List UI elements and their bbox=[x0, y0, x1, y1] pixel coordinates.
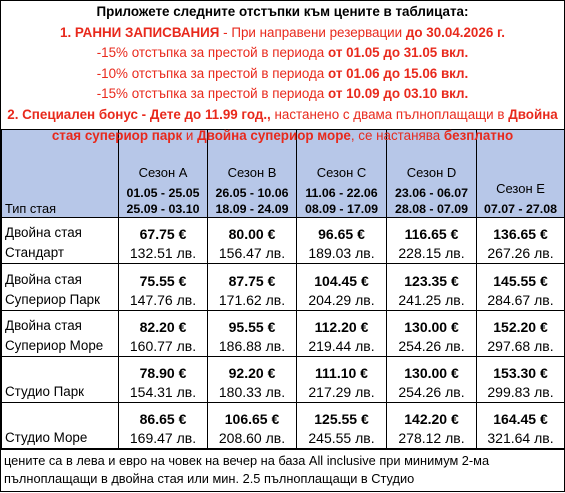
price-bgn: 241.25 лв. bbox=[398, 292, 465, 308]
price-eur: 75.55 € bbox=[139, 273, 187, 289]
season-range: 11.06 - 22.06 bbox=[305, 186, 378, 200]
season-name: Сезон C bbox=[316, 165, 367, 180]
season-range: 01.05 - 25.05 bbox=[126, 186, 200, 200]
room-type-line: Двойна стая bbox=[5, 318, 82, 333]
room-type-line: Двойна стая bbox=[5, 272, 82, 287]
season-name: Сезон D bbox=[406, 165, 457, 180]
room-type-cell bbox=[2, 311, 119, 357]
discount-line-1 bbox=[1, 43, 564, 64]
season-name: Сезон B bbox=[227, 165, 277, 180]
discount-period: от 01.05 до 31.05 вкл. bbox=[327, 45, 469, 61]
price-eur: 80.00 € bbox=[228, 226, 276, 242]
price-bgn: 267.26 лв. bbox=[487, 245, 554, 261]
price-bgn: 321.64 лв. bbox=[487, 430, 554, 446]
price-cell bbox=[208, 403, 297, 449]
room-type-cell bbox=[2, 218, 119, 264]
price-cell bbox=[208, 311, 297, 357]
price-eur: 87.75 € bbox=[228, 273, 276, 289]
season-range: 08.09 - 17.09 bbox=[304, 202, 379, 216]
table-row bbox=[2, 403, 565, 449]
price-cell bbox=[208, 218, 297, 264]
bonus-free: безплатно bbox=[443, 127, 514, 143]
price-eur: 123.35 € bbox=[404, 273, 459, 289]
price-eur: 125.55 € bbox=[314, 411, 369, 427]
price-eur: 152.20 € bbox=[493, 319, 548, 335]
price-bgn: 254.26 лв. bbox=[398, 384, 465, 400]
price-eur: 142.20 € bbox=[404, 411, 459, 427]
season-name: Сезон A bbox=[138, 165, 188, 180]
special-bonus bbox=[1, 105, 564, 146]
table-row bbox=[2, 264, 565, 311]
season-range: 23.06 - 06.07 bbox=[394, 186, 469, 200]
early-booking-deadline: до 30.04.2026 г. bbox=[405, 24, 505, 40]
bonus-text-2: , се настанява bbox=[350, 127, 444, 143]
price-cell bbox=[297, 403, 387, 449]
notice-heading: Приложете следните отстъпки към цените в таблицата: bbox=[96, 4, 469, 19]
discount-text: отстъпка за престой в периода bbox=[127, 45, 328, 61]
price-cell bbox=[387, 403, 477, 449]
price-eur: 86.65 € bbox=[139, 411, 187, 427]
price-bgn: 217.29 лв. bbox=[308, 384, 375, 400]
price-eur: 67.75 € bbox=[139, 226, 187, 242]
price-cell bbox=[477, 264, 565, 311]
price-eur: 92.20 € bbox=[228, 365, 276, 381]
price-eur: 136.65 € bbox=[493, 226, 548, 242]
price-eur: 111.10 € bbox=[315, 365, 368, 381]
price-cell bbox=[477, 218, 565, 264]
price-cell bbox=[297, 264, 387, 311]
discount-percent: -15% bbox=[96, 45, 128, 61]
room-type-line: Супериор Парк bbox=[5, 292, 100, 307]
bonus-room-1: Двойна стая супериор парк bbox=[51, 106, 558, 143]
price-cell bbox=[387, 218, 477, 264]
price-eur: 145.55 € bbox=[493, 273, 548, 289]
price-bgn: 186.88 лв. bbox=[218, 338, 286, 354]
discount-text: отстъпка за престой в периода bbox=[127, 86, 328, 102]
table-row bbox=[2, 218, 565, 264]
price-cell bbox=[119, 218, 208, 264]
bonus-and: и bbox=[182, 127, 198, 143]
price-eur: 82.20 € bbox=[139, 319, 187, 335]
price-bgn: 169.47 лв. bbox=[129, 430, 197, 446]
bonus-child: Дете до 11.99 год., bbox=[149, 106, 271, 122]
discount-period: от 10.09 до 03.10 вкл. bbox=[327, 86, 469, 102]
price-cell bbox=[477, 403, 565, 449]
price-bgn: 208.60 лв. bbox=[218, 430, 286, 446]
price-bgn: 160.77 лв. bbox=[129, 338, 197, 354]
bonus-text-1: настанено с двама пълноплащащи в bbox=[270, 106, 509, 122]
price-cell bbox=[297, 218, 387, 264]
season-range: 26.05 - 10.06 bbox=[215, 186, 289, 200]
room-type-line: Студио Море bbox=[5, 430, 88, 445]
price-footnote: цените са в лева и евро на човек на вечер на база All inclusive при минимум 2-ма пълноплащащи в двойна стая или мин. 2.5 пълноплащащи в Студио bbox=[1, 449, 564, 493]
discount-notice bbox=[1, 1, 564, 143]
price-bgn: 156.47 лв. bbox=[218, 245, 286, 261]
discount-percent: -10% bbox=[96, 65, 128, 81]
room-type-line: Двойна стая bbox=[5, 225, 82, 240]
price-bgn: 245.55 лв. bbox=[308, 430, 375, 446]
price-cell bbox=[387, 357, 477, 403]
price-bgn: 284.67 лв. bbox=[487, 292, 554, 308]
price-bgn: 189.03 лв. bbox=[308, 245, 375, 261]
price-eur: 130.00 € bbox=[404, 319, 459, 335]
price-table bbox=[1, 129, 565, 449]
price-eur: 95.55 € bbox=[228, 319, 276, 335]
room-type-cell bbox=[2, 264, 119, 311]
price-cell bbox=[387, 264, 477, 311]
room-type-cell bbox=[2, 357, 119, 403]
table-row bbox=[2, 357, 565, 403]
season-range: 25.09 - 03.10 bbox=[126, 202, 200, 216]
price-cell bbox=[297, 311, 387, 357]
price-bgn: 297.68 лв. bbox=[487, 338, 554, 354]
price-eur: 112.20 € bbox=[314, 319, 369, 335]
early-booking-text: - При направени резервации bbox=[219, 24, 406, 40]
price-eur: 153.30 € bbox=[493, 365, 548, 381]
early-booking-title: 1. РАННИ ЗАПИСВАНИЯ bbox=[60, 24, 220, 40]
price-bgn: 132.51 лв. bbox=[129, 245, 197, 261]
price-eur: 106.65 € bbox=[224, 411, 280, 427]
season-range: 07.07 - 27.08 bbox=[483, 202, 558, 216]
room-type-line: Студио Парк bbox=[5, 384, 85, 399]
price-cell bbox=[297, 357, 387, 403]
price-eur: 104.45 € bbox=[314, 273, 369, 289]
discount-period: от 01.06 до 15.06 вкл. bbox=[327, 65, 469, 81]
discount-line-2 bbox=[1, 64, 564, 85]
bonus-title: 2. Специален бонус - bbox=[7, 106, 150, 122]
price-eur: 130.00 € bbox=[404, 365, 459, 381]
discount-percent: -15% bbox=[96, 86, 128, 102]
price-bgn: 171.62 лв. bbox=[218, 292, 286, 308]
season-range: 18.09 - 24.09 bbox=[215, 202, 289, 216]
price-cell bbox=[119, 403, 208, 449]
price-cell bbox=[208, 264, 297, 311]
price-bgn: 254.26 лв. bbox=[398, 338, 465, 354]
discount-line-3 bbox=[1, 84, 564, 105]
season-name: Сезон E bbox=[496, 181, 545, 196]
price-cell bbox=[208, 357, 297, 403]
early-booking-line bbox=[1, 23, 564, 44]
price-cell bbox=[387, 311, 477, 357]
season-range: 28.08 - 07.09 bbox=[394, 202, 469, 216]
price-cell bbox=[119, 311, 208, 357]
price-bgn: 147.76 лв. bbox=[129, 292, 197, 308]
room-type-line: Супериор Море bbox=[5, 338, 104, 353]
bonus-room-2: Двойна супериор море bbox=[197, 127, 351, 143]
discount-text: отстъпка за престой в периода bbox=[127, 65, 328, 81]
price-eur: 116.65 € bbox=[404, 226, 459, 242]
room-type-line: Стандарт bbox=[5, 245, 65, 260]
price-eur: 78.90 € bbox=[139, 365, 187, 381]
price-bgn: 219.44 лв. bbox=[308, 338, 375, 354]
price-cell bbox=[477, 357, 565, 403]
price-cell bbox=[119, 264, 208, 311]
room-type-header: Тип стая bbox=[2, 130, 119, 218]
price-bgn: 299.83 лв. bbox=[487, 384, 554, 400]
price-bgn: 180.33 лв. bbox=[218, 384, 286, 400]
room-type-cell bbox=[2, 403, 119, 449]
price-bgn: 228.15 лв. bbox=[398, 245, 465, 261]
price-eur: 96.65 € bbox=[318, 226, 365, 242]
price-cell bbox=[477, 311, 565, 357]
price-cell bbox=[119, 357, 208, 403]
price-bgn: 278.12 лв. bbox=[398, 430, 465, 446]
price-eur: 164.45 € bbox=[493, 411, 548, 427]
price-bgn: 154.31 лв. bbox=[129, 384, 197, 400]
price-bgn: 204.29 лв. bbox=[308, 292, 375, 308]
table-row bbox=[2, 311, 565, 357]
